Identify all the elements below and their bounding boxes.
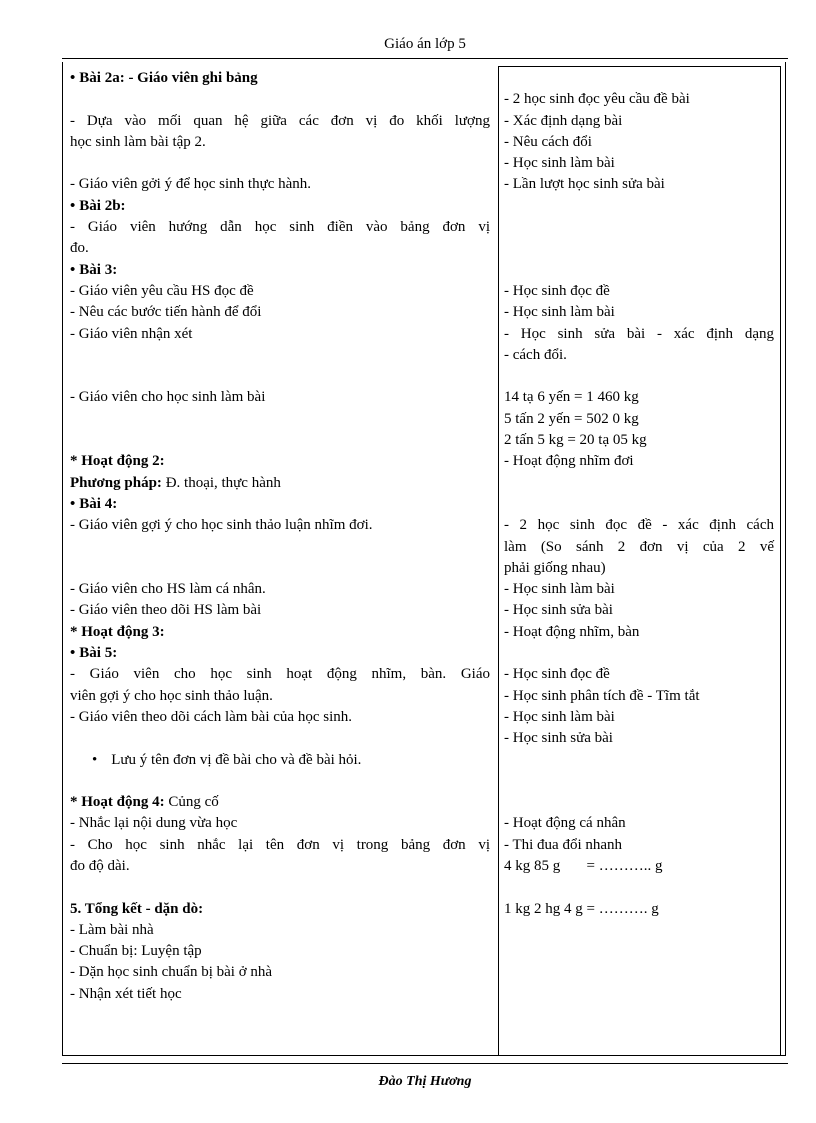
text-line: - Học sinh sửa bài - xác định dạng [504, 325, 774, 342]
column-divider [498, 66, 499, 1056]
text-line: - Hoạt động nhĩm đơi [504, 453, 634, 470]
conversion-result: 5 tấn 2 yến = 502 0 kg [504, 410, 639, 427]
text-line: - Giáo viên cho học sinh hoạt động nhĩm, bàn. Giáo [70, 666, 490, 683]
text-line: - 2 học sinh đọc đề - xác định cách [504, 517, 774, 534]
exercise-2a-heading: • Bài 2a: - Giáo viên ghi bảng [70, 68, 490, 89]
text-line: đo độ dài. [70, 857, 130, 874]
header-rule [62, 58, 788, 59]
text-line: - Nhắc lại nội dung vừa học [70, 815, 238, 832]
text-line: - 2 học sinh đọc yêu cầu đề bài [504, 91, 690, 108]
text-line: - Học sinh làm bài [504, 708, 615, 725]
conversion-exercise: 1 kg 2 hg 4 g = ………. g [504, 900, 659, 917]
student-activities-column [504, 68, 774, 920]
right-cell-top-border [498, 66, 780, 67]
exercise-4-heading: • Bài 4: [70, 494, 490, 515]
text-line: - Chuẩn bị: Luyện tập [70, 943, 202, 960]
text-line: - Hoạt động nhĩm, bàn [504, 623, 640, 640]
text-line: - Giáo viên theo dõi cách làm bài của học sinh. [70, 708, 352, 725]
text-line: - Lần lượt học sinh sửa bài [504, 176, 665, 193]
conversion-result: 14 tạ 6 yến = 1 460 kg [504, 389, 639, 406]
text-line: phải giống nhau) [504, 559, 606, 576]
activity-2-heading: * Hoạt động 2: [70, 453, 165, 470]
text-line: - Giáo viên gợi ý cho học sinh thảo luận nhĩm đơi. [70, 517, 373, 534]
conversion-result: 2 tấn 5 kg = 20 tạ 05 kg [504, 432, 647, 449]
text-line: - Nhận xét tiết học [70, 985, 182, 1002]
page-header: Giáo án lớp 5 [384, 36, 466, 52]
text-line: đo. [70, 240, 89, 257]
exercise-3-heading: • Bài 3: [70, 260, 490, 281]
text-line: - Học sinh làm bài [504, 155, 615, 172]
text-line: - Hoạt động cá nhân [504, 815, 626, 832]
text-line: - Nêu các bước tiến hành để đổi [70, 304, 262, 321]
text-line: - Giáo viên theo dõi HS làm bài [70, 602, 262, 619]
exercise-2b-heading: • Bài 2b: [70, 196, 490, 217]
activity-3-heading: * Hoạt động 3: [70, 623, 165, 640]
text-line: - Giáo viên hướng dẫn học sinh điền vào bảng đơn vị [70, 219, 490, 236]
footer-rule [62, 1063, 788, 1064]
text-line: - cách đổi. [504, 346, 567, 363]
text-line: - Giáo viên gởi ý để học sinh thực hành. [70, 176, 312, 193]
text-line: - Giáo viên yêu cầu HS đọc đề [70, 282, 254, 299]
text-line: - Học sinh làm bài [504, 581, 615, 598]
exercise-5-heading: • Bài 5: [70, 643, 490, 664]
text-line: - Học sinh đọc đề [504, 666, 610, 683]
unit-note: • Lưu ý tên đơn vị đề bài cho và đề bài hỏi. [70, 750, 490, 771]
text-line: - Học sinh phân tích đề - Tĩm tắt [504, 687, 700, 704]
text-line: - Giáo viên cho HS làm cá nhân. [70, 581, 266, 598]
text-line: học sinh làm bài tập 2. [70, 133, 206, 150]
activity-4-heading: * Hoạt động 4: Củng cố [70, 794, 219, 811]
conversion-exercise: 4 kg 85 g = ……….. g [504, 857, 663, 874]
right-cell-right-border [780, 66, 781, 1056]
text-line: - Nêu cách đổi [504, 133, 592, 150]
text-line: - Dựa vào mối quan hệ giữa các đơn vị đo khối lượng [70, 112, 490, 129]
text-line: - Làm bài nhà [70, 921, 154, 938]
text-line: - Học sinh đọc đề [504, 282, 610, 299]
teacher-activities-column [70, 68, 490, 1005]
text-line: làm (So sánh 2 đơn vị của 2 vế [504, 538, 774, 555]
text-line: - Cho học sinh nhắc lại tên đơn vị trong bảng đơn vị [70, 836, 490, 853]
method-line: Phương pháp: Đ. thoại, thực hành [70, 474, 281, 491]
text-line: - Học sinh sửa bài [504, 730, 613, 747]
text-line: - Giáo viên nhận xét [70, 325, 193, 342]
text-line: - Thi đua đổi nhanh [504, 836, 623, 853]
text-line: - Học sinh sửa bài [504, 602, 613, 619]
page-footer: Đào Thị Hương [378, 1074, 472, 1089]
summary-heading: 5. Tổng kết - dặn dò: [70, 900, 204, 917]
text-line: - Học sinh làm bài [504, 304, 615, 321]
text-line: - Dặn học sinh chuẩn bị bài ở nhà [70, 964, 273, 981]
text-line: - Xác định dạng bài [504, 112, 623, 129]
text-line: - Giáo viên cho học sinh làm bài [70, 389, 266, 406]
text-line: viên gợi ý cho học sinh thảo luận. [70, 687, 273, 704]
